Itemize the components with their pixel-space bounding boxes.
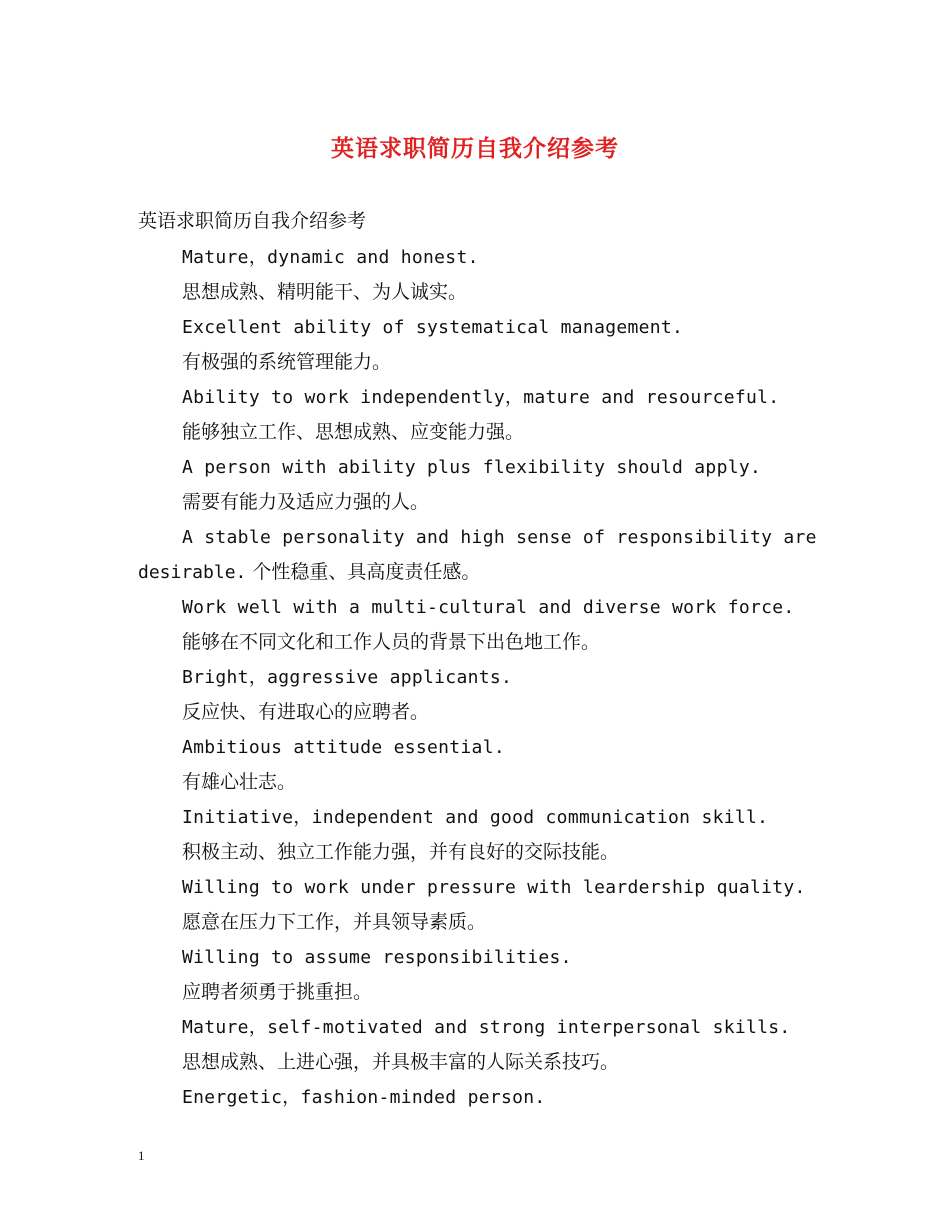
document-body: [138, 240, 818, 1115]
body-line-zh: 积极主动、独立工作能力强，并有良好的交际技能。: [182, 841, 620, 863]
body-line-en: Ambitious attitude essential.: [182, 737, 505, 758]
body-line-en: Willing to work under pressure with leardership quality.: [182, 877, 806, 898]
body-line-en: Bright，aggressive applicants.: [182, 667, 513, 688]
body-line-en: A person with ability plus flexibility should apply.: [182, 457, 762, 478]
body-line-en: Energetic，fashion-minded person.: [182, 1087, 546, 1108]
body-line-continuation: [138, 555, 818, 590]
body-line-en: Excellent ability of systematical management.: [182, 317, 684, 338]
body-line-zh: 有极强的系统管理能力。: [182, 351, 392, 373]
body-line-zh: 能够独立工作、思想成熟、应变能力强。: [182, 421, 525, 443]
body-line-en: Mature，dynamic and honest.: [182, 247, 479, 268]
body-line-zh: 思想成熟、上进心强，并具极丰富的人际关系技巧。: [182, 1051, 620, 1073]
body-line-en-wrapped: A stable personality and high sense of responsibility are: [182, 527, 817, 548]
body-line-en: Willing to assume responsibilities.: [182, 947, 572, 968]
body-line-zh: 思想成熟、精明能干、为人诚实。: [182, 281, 468, 303]
body-line-zh: 有雄心壮志。: [182, 771, 297, 793]
document-title: 英语求职简历自我介绍参考: [331, 135, 619, 162]
body-line-en: Ability to work independently，mature and resourceful.: [182, 387, 780, 408]
continuation-en: desirable.: [138, 562, 247, 583]
page-number: 1: [138, 1148, 145, 1163]
body-line-en: Mature，self-motivated and strong interpersonal skills.: [182, 1017, 791, 1038]
body-line-en: Work well with a multi-cultural and diverse work force.: [182, 597, 795, 618]
body-line-zh: 应聘者须勇于挑重担。: [182, 981, 373, 1003]
body-line-en: Initiative，independent and good communication skill.: [182, 807, 769, 828]
document-subtitle: 英语求职简历自我介绍参考: [138, 210, 367, 232]
continuation-zh: 个性稳重、具高度责任感。: [246, 561, 481, 583]
body-line-zh: 愿意在压力下工作，并具领导素质。: [182, 911, 487, 933]
body-line-zh: 反应快、有进取心的应聘者。: [182, 701, 430, 723]
body-line-zh: 需要有能力及适应力强的人。: [182, 491, 430, 513]
body-line-zh: 能够在不同文化和工作人员的背景下出色地工作。: [182, 631, 601, 653]
